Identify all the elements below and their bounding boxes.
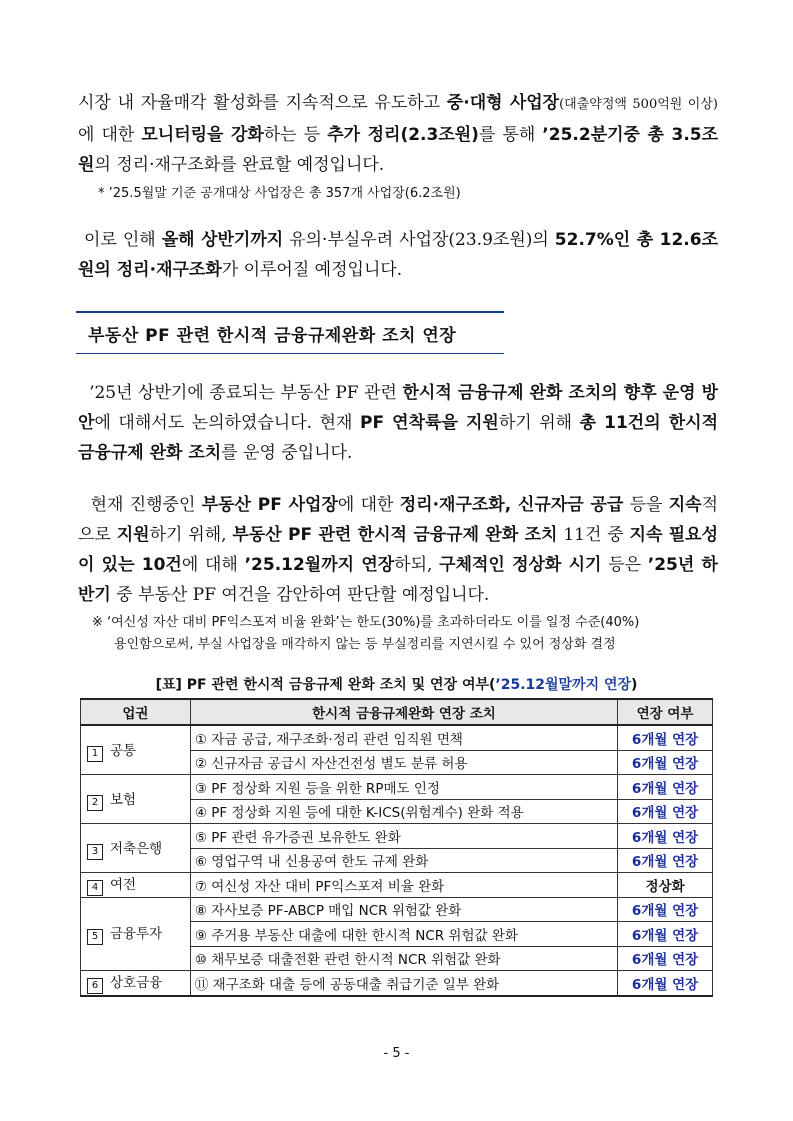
table-header-row (81, 699, 713, 725)
text: 에 대한 (337, 495, 400, 515)
note-normalization-line1: ※ ‘여신성 자산 대비 PF익스포져 비율 완화’는 한도(30%)를 초과하더라도 이를 일정 수준(40%) (92, 615, 640, 630)
extension-cell: 6개월 연장 (618, 897, 713, 922)
text: 이로 인해 (84, 230, 162, 250)
extension-cell: 6개월 연장 (618, 848, 713, 873)
caption-text: ) (631, 677, 638, 693)
text: 에 대해 (181, 555, 245, 575)
sector-number-box: 1 (87, 746, 103, 762)
emphasis: 부동산 PF 관련 한시적 금융규제 완화 조치 (232, 525, 558, 545)
text-small: (대출약정액 500억원 이상) (559, 97, 718, 112)
measure-cell: ④ PF 정상화 지원 등에 대한 K-ICS(위험계수) 완화 적용 (190, 799, 617, 824)
sector-cell (81, 971, 191, 996)
caption-text: [표] PF 관련 한시적 금융규제 완화 조치 및 연장 여부( (155, 677, 496, 693)
text: 중 부동산 PF 여건을 감안하여 판단할 예정입니다. (110, 585, 490, 605)
sector-cell (81, 873, 191, 898)
pf-measures-table (80, 698, 713, 997)
sector-name: 금융투자 (110, 926, 163, 943)
text: 11건 중 (557, 525, 630, 545)
page-number: - 5 - (383, 1046, 410, 1061)
sector-name: 상호금융 (110, 975, 163, 992)
header-measure: 한시적 금융규제완화 연장 조치 (190, 699, 617, 725)
caption-highlight: ’25.12월말까지 연장 (495, 677, 632, 693)
paragraph-temporary-measures (78, 378, 718, 468)
section-heading-box (76, 311, 504, 354)
text: 를 운영 중입니다. (221, 443, 353, 463)
measure-cell: ⑥ 영업구역 내 신용공여 한도 규제 완화 (190, 848, 617, 873)
text: 적으로 (78, 495, 719, 545)
measure-cell: ③ PF 정상화 지원 등을 위한 RP매도 인정 (190, 775, 617, 800)
text: 등을 (623, 495, 669, 515)
section-title: 부동산 PF 관련 한시적 금융규제완화 조치 연장 (88, 326, 457, 346)
extension-cell: 6개월 연장 (618, 971, 713, 996)
text: 하되, (394, 555, 440, 575)
table-caption (80, 674, 713, 694)
measure-cell: ② 신규자금 공급시 자산건전성 별도 분류 허용 (190, 750, 617, 775)
text: 에 대해서도 논의하였습니다. 현재 (94, 413, 361, 433)
emphasis: 추가 정리(2.3조원) (327, 125, 479, 145)
emphasis: 총 11건의 한시적 금융규제 완화 조치 (78, 413, 718, 463)
sector-cell (81, 824, 191, 873)
table-body (81, 725, 713, 996)
text: 하기 위해 (498, 413, 580, 433)
text: 에 대한 (78, 125, 142, 145)
emphasis: 정리·재구조화, 신규자금 공급 (399, 495, 624, 515)
extension-cell: 6개월 연장 (618, 799, 713, 824)
footnote-public-sites: * ’25.5월말 기준 공개대상 사업장은 총 357개 사업장(6.2조원) (98, 186, 461, 201)
extension-cell: 6개월 연장 (618, 775, 713, 800)
table-row (81, 971, 713, 996)
text: ’25년 상반기에 종료되는 부동산 PF 관련 (89, 383, 403, 403)
text: 의 정리·재구조화를 완료할 예정입니다. (94, 155, 385, 175)
emphasis: 한시적 금융규제 완화 조치의 향후 운영 방안 (78, 383, 718, 433)
paragraph-first-half-result (78, 225, 718, 285)
emphasis: 지원 (116, 525, 150, 545)
measure-cell: ⑧ 자사보증 PF-ABCP 매입 NCR 위험값 완화 (190, 897, 617, 922)
extension-cell: 6개월 연장 (618, 922, 713, 947)
text: 를 통해 (478, 125, 543, 145)
sector-name: 여전 (110, 877, 137, 894)
sector-number-box: 6 (87, 978, 103, 994)
measure-cell: ⑨ 주거용 부동산 대출에 대한 한시적 NCR 위험값 완화 (190, 922, 617, 947)
table-row (81, 725, 713, 750)
emphasis: 중·대형 사업장 (446, 93, 560, 113)
emphasis: PF 연착륙을 지원 (360, 413, 499, 433)
text: 하기 위해, (149, 525, 233, 545)
extension-cell: 6개월 연장 (618, 750, 713, 775)
sector-number-box: 2 (87, 795, 103, 811)
emphasis: 지속 필요성이 있는 10건 (78, 525, 719, 575)
measure-cell: ⑪ 재구조화 대출 등에 공동대출 취급기준 일부 완화 (190, 971, 617, 996)
sector-number-box: 5 (87, 929, 103, 945)
sector-cell (81, 725, 191, 775)
measure-cell: ⑦ 여신성 자산 대비 PF익스포져 비율 완화 (190, 873, 617, 898)
sector-name: 저축은행 (110, 840, 163, 857)
table-row (81, 897, 713, 922)
extension-cell: 6개월 연장 (618, 946, 713, 971)
text: 유의·부실우려 사업장(23.9조원)의 (283, 230, 555, 250)
table-row (81, 775, 713, 800)
note-normalization-line2: 용인함으로써, 부실 사업장을 매각하지 않는 등 부실정리를 지연시킬 수 있어 정상화 결정 (114, 637, 616, 652)
paragraph-extension-plan (78, 490, 718, 610)
extension-cell: 정상화 (618, 873, 713, 898)
emphasis: ’25년 하반기 (78, 555, 718, 605)
paragraph-pf-restructuring (78, 88, 718, 180)
sector-number-box: 3 (87, 844, 103, 860)
measure-cell: ⑩ 채무보증 대출전환 관련 한시적 NCR 위험값 완화 (190, 946, 617, 971)
emphasis: 부동산 PF 사업장 (201, 495, 338, 515)
emphasis: ’25.12월까지 연장 (244, 555, 395, 575)
sector-name: 공통 (110, 742, 137, 759)
text: 현재 진행중인 (90, 495, 202, 515)
text: 하는 등 (263, 125, 328, 145)
extension-cell: 6개월 연장 (618, 824, 713, 849)
emphasis: ’25.2분기중 총 3.5조원 (78, 125, 719, 175)
emphasis: 52.7%인 총 12.6조원의 정리·재구조화 (78, 230, 719, 280)
table-row (81, 824, 713, 849)
sector-number-box: 4 (87, 880, 103, 896)
emphasis: 지속 (668, 495, 702, 515)
text: 등은 (601, 555, 648, 575)
measure-cell: ⑤ PF 관련 유가증권 보유한도 완화 (190, 824, 617, 849)
extension-cell: 6개월 연장 (618, 725, 713, 750)
header-sector: 업권 (81, 699, 191, 725)
table-row (81, 873, 713, 898)
emphasis: 모니터링을 강화 (141, 125, 264, 145)
emphasis: 구체적인 정상화 시기 (439, 555, 602, 575)
header-extension: 연장 여부 (618, 699, 713, 725)
sector-name: 보험 (110, 791, 137, 808)
emphasis: 올해 상반기까지 (161, 230, 284, 250)
sector-cell (81, 897, 191, 971)
measure-cell: ① 자금 공급, 재구조화·정리 관련 임직원 면책 (190, 725, 617, 750)
text: 시장 내 자율매각 활성화를 지속적으로 유도하고 (78, 93, 447, 113)
text: 가 이루어질 예정입니다. (221, 260, 403, 280)
sector-cell (81, 775, 191, 824)
